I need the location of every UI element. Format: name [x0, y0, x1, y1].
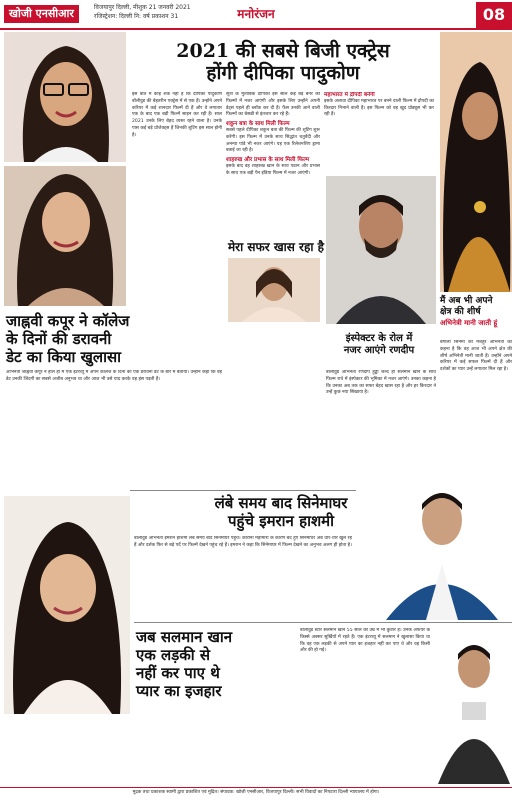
masthead-registration: रजिस्ट्रेशन: दिल्ली नि: वर्ष प्रकाशन 31 [94, 13, 179, 20]
janhvi-top-illustration [4, 166, 126, 306]
deepika-body-col2-text: सूत्रों के मुताबिक दीपिका इस साल कई बड़े बैनर की फिल्मों में नजर आएंगी और इसके लिए उन्होंने अपनी डेट्स पहले ही ब्लॉक कर दी हैं। फैंस उनकी आने वाली फिल्मों का बेसब्री से इंतजार कर रहे हैं। [226, 92, 320, 118]
actress-headline-line2: क्षेत्र की शीर्ष [440, 307, 481, 317]
deepika-body-col2 [226, 92, 320, 227]
deepika-headline-line1: 2021 की सबसे बिजी एक्ट्रेस [176, 40, 390, 62]
actress-photo [440, 32, 512, 292]
actress-headline-line1: मैं अब भी अपने [440, 296, 493, 306]
page-header [0, 0, 512, 30]
janhvi-bottom-photo [4, 496, 130, 714]
salman-headline [136, 628, 296, 700]
randeep-photo [326, 176, 436, 324]
actress-headline-line3: अभिनेत्री मानी जाती हूं [440, 318, 498, 327]
masthead-logo: खोजी एनसीआर [4, 5, 79, 23]
deepika-body-col1: इस बात में कोई शक नहीं है कि दीपिका पादुकोण बॉलीवुड की बेहतरीन एक्ट्रेस में से एक हैं। उन्होंने अपने करियर में कई शानदार फिल्में दी हैं और वे लगातार एक के बाद एक बड़ी फिल्में साइन कर रही हैं। साल 2021 उनके लिए बेहद व्यस्त रहने वाला है। उनके पास कई बड़े प्रोजेक्ट्स हैं जिनकी शूटिंग इस साल होनी है। [132, 92, 222, 138]
emraan-body: बॉलीवुड अभिनेता इमरान हाशमी लंबे समय बाद सिनेमाघर पहुंचे। कोरोना महामारी के कारण बंद हुए सिनेमाघर अब धीरे-धीरे खुल रहे हैं और दर्शक फिर से बड़े पर्दे पर फिल्में देखने पहुंच रहे हैं। इमरान ने कहा कि सिनेमाघर में फिल्म देखने का अनुभव अलग ही होता है। [134, 536, 352, 548]
salman-headline-line1: जब सलमान खान [136, 628, 233, 646]
emraan-photo [356, 478, 512, 620]
actress-headline [440, 296, 512, 327]
randeep-inset-photo [228, 258, 320, 322]
emraan-headline-line1: लंबे समय बाद सिनेमाघर [214, 494, 348, 512]
emraan-illustration [356, 478, 512, 620]
randeep-caption [320, 330, 438, 360]
deepika-photo [4, 32, 126, 162]
deepika-headline [130, 40, 436, 84]
randeep-inset-illustration [228, 258, 320, 322]
janhvi-headline-line3: डेट का किया खुलासा [6, 348, 121, 366]
randeep-caption-line2: नजर आएंगे रणदीप [343, 345, 415, 356]
randeep-body: बॉलीवुड अभिनेता रणदीप हुड्डा जल्द ही सलमान खान के साथ फिल्म राधे में इंस्पेक्टर की भूमिका में नजर आएंगे। उनका कहना है कि उनका अब तक का सफर बेहद खास रहा है और हर किरदार ने उन्हें कुछ नया सिखाया है। [326, 370, 436, 396]
salman-body: बॉलीवुड स्टार सलमान खान 55 साल की उम्र में भी कुंवारे हैं। उनके अफेयर के किस्से अक्सर सुर्खियों में रहते हैं। एक इंटरव्यू में सलमान ने खुलासा किया था कि वह एक लड़की से अपने प्यार का इजहार नहीं कर पाए थे और वह किसी और की हो गई। [300, 628, 430, 654]
salman-divider [134, 622, 512, 623]
page-number: 08 [476, 2, 512, 28]
deepika-subhead-3: महाभारत में द्रौपदी बनेंगी [324, 92, 375, 98]
salman-headline-line4: प्यार का इजहार [136, 682, 222, 700]
deepika-headline-line2: होंगी दीपिका पादुकोण [206, 62, 360, 84]
actress-illustration [440, 32, 512, 292]
randeep-headline: मेरा सफर खास रहा है [228, 240, 324, 254]
janhvi-bottom-illustration [4, 496, 130, 714]
page-footer: मुद्रक तथा प्रकाशक स्वामी द्वारा प्रकाशित एवं मुद्रित। संपादक: खोजी एनसीआर, विजयापुर दिल्ली। सभी विवादों का निपटारा दिल्ली न्यायालय में होगा। [0, 787, 512, 800]
salman-headline-line3: नहीं कर पाए थे [136, 664, 220, 682]
janhvi-headline [6, 312, 222, 366]
deepika-body-col3-text: इसके अलावा दीपिका महाभारत पर बनने वाली फिल्म में द्रौपदी का किरदार निभाने वाली हैं। इस फिल्म को वह खुद प्रोड्यूस भी कर रही हैं। [324, 98, 434, 118]
janhvi-headline-line1: जाह्नवी कपूर ने कॉलेज [6, 312, 130, 330]
janhvi-body: अभिनेत्री जाह्नवी कपूर ने हाल ही में एक इंटरव्यू में अपने कॉलेज के दिनों की एक डरावनी डेट के बारे में बताया। उन्होंने कहा कि वह डेट उनकी जिंदगी का सबसे अजीब अनुभव था और आज भी उसे याद करके वह हंस पड़ती हैं। [6, 370, 222, 382]
salman-illustration [432, 632, 512, 784]
section-title: मनोरंजन [237, 7, 275, 21]
deepika-body-col2c-text: इसके बाद वह शाहरुख खान के साथ पठान और प्रभास के साथ एक बड़ी पैन इंडिया फिल्म में नजर आएंगी। [226, 163, 320, 176]
janhvi-headline-line2: के दिनों की डरावनी [6, 330, 112, 348]
deepika-subhead-1: शकुन बत्रा के साथ मिली फिल्म [226, 121, 290, 128]
emraan-headline-line2: पहुंचे इमरान हाशमी [227, 512, 335, 530]
salman-photo [432, 632, 512, 784]
randeep-caption-line1: इंस्पेक्टर के रोल में [345, 333, 413, 344]
masthead-date: विजयापुर दिल्ली, मीशुक 21 जनवरी 2021 [94, 4, 191, 11]
randeep-illustration [326, 176, 436, 324]
salman-headline-line2: एक लड़की से [136, 646, 210, 664]
deepika-body-col3 [324, 92, 434, 172]
actress-body: बंगाली सिनेमा की मशहूर अभिनेत्री का कहना है कि वह आज भी अपने क्षेत्र की शीर्ष अभिनेत्री मानी जाती हैं। उन्होंने अपने करियर में कई सफल फिल्में दी हैं और दर्शकों का प्यार उन्हें लगातार मिल रहा है। [440, 340, 512, 373]
deepika-body-col2b-text: सबसे पहले दीपिका शकुन बत्रा की फिल्म की शूटिंग शुरू करेंगी। इस फिल्म में उनके साथ सिद्धांत चतुर्वेदी और अनन्या पांडे भी नजर आएंगे। यह एक रिलेशनशिप ड्रामा बताई जा रही है। [226, 127, 320, 154]
janhvi-top-photo [4, 166, 126, 306]
deepika-illustration [4, 32, 126, 162]
deepika-subhead-2: शाहरुख और प्रभास के साथ मिली फिल्म [226, 157, 310, 164]
